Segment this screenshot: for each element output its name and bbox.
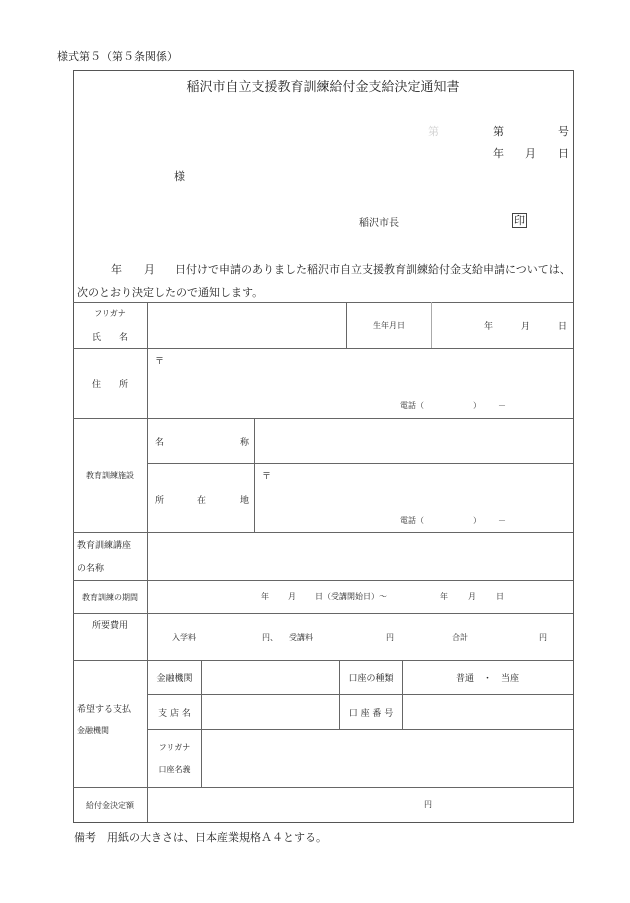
recipient-sama: 様: [174, 170, 185, 183]
birth-date-label: 生年月日: [373, 321, 405, 330]
intro-year: 年: [111, 263, 122, 276]
period-label: 教育訓練の期間: [82, 592, 138, 602]
number-dai: 第: [493, 125, 504, 138]
entrance-fee-yen: 円、: [262, 633, 278, 642]
amount-yen: 円: [424, 800, 432, 809]
branch-label: 支 店 名: [158, 708, 191, 719]
note: 備考 用紙の大きさは、日本産業規格Ａ４とする。: [74, 831, 327, 844]
divider: [73, 613, 573, 614]
account-number-label: 口 座 番 号: [348, 708, 394, 719]
facility-name-label-b: 称: [240, 438, 250, 448]
facility-phone-label: 電話（: [400, 516, 424, 525]
amount-label: 給付金決定額: [86, 800, 134, 810]
address-phone-label: 電話（: [400, 401, 424, 410]
facility-location-label-a: 所: [155, 496, 165, 506]
period-start-day: 日（受講開始日）～: [315, 592, 387, 601]
divider: [73, 580, 573, 581]
period-end-month: 月: [468, 592, 476, 601]
faint-dai-text: 第: [428, 125, 439, 138]
intro-line-1: 日付けで申請のありました稲沢市自立支援教育訓練給付金支給申請については、: [175, 263, 571, 276]
institution-label: 金融機関: [156, 674, 193, 684]
facility-postal-mark: 〒: [262, 472, 272, 482]
facility-label: 教育訓練施設: [86, 471, 134, 480]
period-start-year: 年: [261, 592, 269, 601]
facility-location-label-c: 地: [240, 496, 250, 506]
holder-label: 口座名義: [158, 765, 191, 774]
tuition-label: 受講料: [289, 633, 313, 642]
course-label-line-1: 教育訓練講座: [77, 541, 132, 551]
period-start-month: 月: [288, 592, 296, 601]
seal-stamp: 印: [514, 214, 525, 227]
period-end-day: 日: [496, 592, 504, 601]
account-type-label: 口座の種類: [348, 674, 394, 684]
birth-month: 月: [521, 322, 531, 332]
date-month: 月: [525, 147, 536, 160]
name-label: 氏 名: [91, 333, 128, 343]
form-number-label: 様式第５（第５条関係）: [57, 50, 178, 63]
address-label: 住 所: [91, 380, 128, 390]
account-number-field[interactable]: [403, 695, 572, 729]
name-field[interactable]: [148, 303, 346, 348]
date-year: 年: [493, 147, 504, 160]
address-field[interactable]: [148, 349, 572, 418]
costs-label: 所要費用: [91, 621, 128, 631]
total-yen: 円: [539, 633, 547, 642]
institution-field[interactable]: [202, 661, 339, 694]
course-name-field[interactable]: [148, 533, 572, 580]
holder-furigana-label: フリガナ: [158, 743, 191, 752]
divider: [73, 787, 573, 788]
total-label: 合計: [452, 633, 468, 642]
facility-name-field[interactable]: [255, 419, 572, 463]
address-phone-close: ）: [473, 401, 481, 410]
bank-label-line-1: 希望する支払: [77, 705, 132, 715]
birth-year: 年: [484, 322, 494, 332]
facility-location-label-b: 在: [197, 496, 207, 506]
document-title: 稲沢市自立支援教育訓練給付金支給決定通知書: [186, 80, 460, 95]
name-furigana-label: フリガナ: [94, 309, 126, 318]
intro-line-2: 次のとおり決定したので通知します。: [77, 286, 264, 299]
birth-day: 日: [558, 322, 568, 332]
bank-label-line-2: 金融機関: [77, 726, 109, 735]
period-end-year: 年: [440, 592, 448, 601]
account-type-options[interactable]: 普通 ・ 当座: [455, 674, 519, 684]
address-phone-dash: －: [498, 401, 506, 410]
branch-field[interactable]: [202, 695, 339, 729]
number-go: 号: [558, 125, 569, 138]
date-day: 日: [558, 147, 569, 160]
facility-phone-close: ）: [473, 516, 481, 525]
address-postal-mark: 〒: [155, 357, 165, 367]
facility-phone-dash: －: [498, 516, 506, 525]
tuition-yen: 円: [386, 633, 394, 642]
account-holder-field[interactable]: [202, 730, 572, 787]
divider: [431, 302, 432, 348]
course-label-line-2: の名称: [77, 564, 105, 574]
facility-name-label-a: 名: [155, 438, 165, 448]
entrance-fee-label: 入学料: [172, 633, 196, 642]
intro-month: 月: [144, 263, 155, 276]
mayor-title: 稲沢市長: [359, 218, 399, 229]
